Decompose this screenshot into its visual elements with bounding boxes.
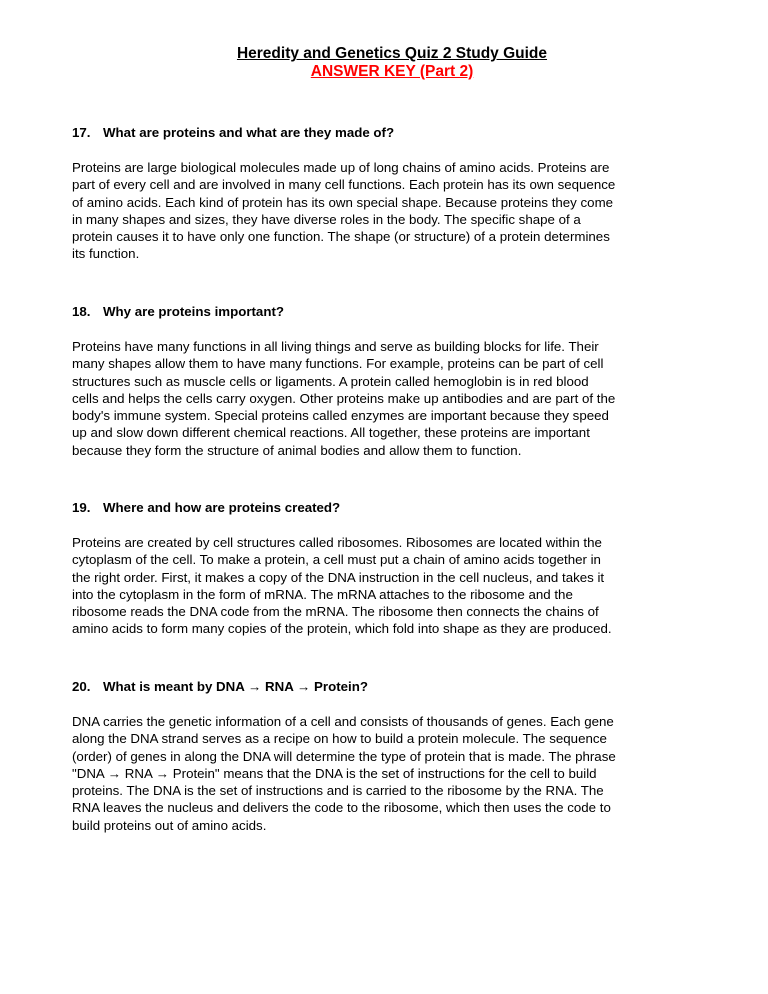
answer-line: structures such as muscle cells or ligaments. A protein called hemoglobin is in red blood: [72, 373, 589, 389]
question-block-18: [72, 304, 615, 459]
answer-line: cytoplasm of the cell. To make a protein, a cell must put a chain of amino acids together in: [72, 552, 601, 568]
question-heading: [72, 125, 615, 141]
study-guide-page: [72, 45, 712, 833]
answer-line: of amino acids. Each kind of protein has its own special shape. Because proteins they come: [72, 194, 614, 210]
question-number: 19.: [72, 500, 91, 515]
answer-line: RNA leaves the nucleus and delivers the code to the ribosome, which then uses the code to: [72, 800, 611, 816]
answer-line: (order) of genes in along the DNA will determine the type of protein that is made. The phrase: [72, 748, 616, 764]
answer-line: up and slow down different chemical reactions. All together, these proteins are important: [72, 425, 590, 441]
document-title: Heredity and Genetics Quiz 2 Study Guide: [236, 45, 548, 62]
answer-line: because they form the structure of animal bodies and allow them to function.: [72, 442, 522, 458]
answer-line: the right order. First, it makes a copy of the DNA instruction in the cell nucleus, and takes it: [72, 569, 605, 585]
answer-line: ribosome reads the DNA code from the mRNA. The ribosome then connects the chains of: [72, 604, 599, 620]
answer-line: build proteins out of amino acids.: [72, 817, 267, 833]
answer-line: Proteins are large biological molecules made up of long chains of amino acids. Proteins are: [72, 160, 610, 175]
question-block-20: [72, 679, 616, 834]
question-text: Why are proteins important?: [103, 304, 285, 319]
answer-line: protein causes it to have only one function. The shape (or structure) of a protein determines: [72, 229, 610, 245]
answer-line: along the DNA strand serves as a recipe on how to build a protein molecule. The sequence: [72, 731, 607, 747]
answer-line: into the cytoplasm in the form of mRNA. The mRNA attaches to the ribosome and the: [72, 586, 573, 602]
answer-line: DNA carries the genetic information of a cell and consists of thousands of genes. Each gene: [72, 714, 614, 729]
question-text: Where and how are proteins created?: [103, 500, 341, 515]
answer-key-subtitle: ANSWER KEY (Part 2): [310, 63, 474, 80]
question-block-17: [72, 125, 615, 263]
question-heading: [72, 679, 616, 695]
answer-line: its function.: [72, 246, 140, 262]
answer-line: "DNA → RNA → Protein" means that the DNA is the set of instructions for the cell to build: [72, 765, 597, 781]
answer-line: body's immune system. Special proteins called enzymes are important because they speed: [72, 408, 609, 424]
answer-paragraph: [72, 713, 616, 834]
answer-paragraph: [72, 534, 612, 638]
answer-line: part of every cell and are involved in many cell functions. Each protein has its own sequence: [72, 177, 616, 193]
question-text: What are proteins and what are they made of?: [103, 125, 395, 140]
answer-paragraph: [72, 159, 615, 263]
answer-line: in many shapes and sizes, they have diverse roles in the body. The specific shape of a: [72, 211, 581, 227]
answer-line: proteins. The DNA is the set of instructions and is carried to the ribosome by the RNA. The: [72, 783, 604, 799]
question-number: 17.: [72, 125, 91, 140]
question-heading: [72, 304, 615, 320]
answer-line: amino acids to form many copies of the protein, which fold into shape as they are produced.: [72, 621, 612, 637]
answer-paragraph: [72, 338, 615, 459]
question-number: 20.: [72, 679, 91, 694]
answer-line: Proteins have many functions in all living things and serve as building blocks for life. Their: [72, 339, 599, 354]
answer-line: many shapes allow them to have many functions. For example, proteins can be part of cell: [72, 356, 604, 372]
answer-line: Proteins are created by cell structures called ribosomes. Ribosomes are located within the: [72, 535, 602, 550]
question-number: 18.: [72, 304, 91, 319]
answer-line: cells and helps the cells carry oxygen. Other proteins make up antibodies and are part of the: [72, 390, 616, 406]
question-block-19: [72, 500, 612, 638]
question-text: What is meant by DNA → RNA → Protein?: [103, 679, 368, 694]
question-heading: [72, 500, 612, 516]
